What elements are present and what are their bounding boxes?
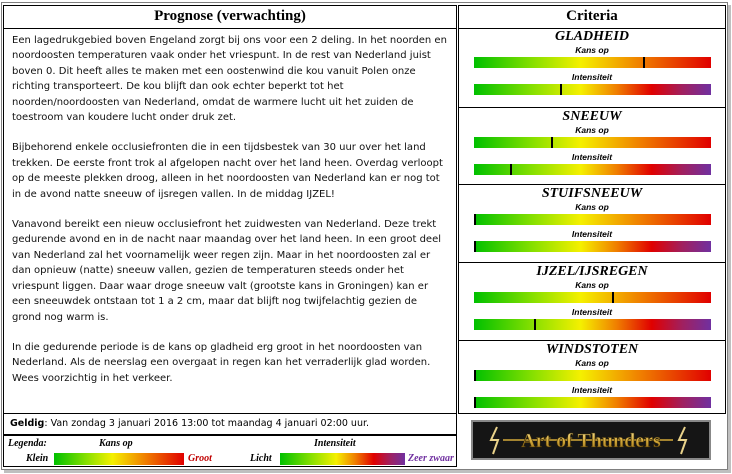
intensiteit-marker [510,164,512,175]
logo-graphic [473,422,709,458]
prognose-paragraph-4: In die gedurende periode is de kans op gladheid erg groot in het noordoosten van Nederland. Als de neerslag een overgaat in regen kan het verraderlijk glad worden. Wees voorzichtig in het verkeer. [12,341,431,384]
intensiteit-marker [560,84,562,95]
legenda-klein: Klein [26,453,49,464]
criteria-panel [458,5,726,414]
kans-label: Kans op [575,45,609,55]
kans-bar [474,292,711,303]
legenda-intensiteit-gradient [280,453,405,465]
kans-marker [474,370,476,381]
prognose-panel [3,5,457,414]
criteria-block-windstoten [459,340,725,413]
intensiteit-bar [474,397,711,408]
intensiteit-label: Intensiteit [571,385,613,395]
kans-bar [474,57,711,68]
intensiteit-bar [474,164,711,175]
legenda [3,435,457,467]
legenda-groot: Groot [188,453,212,464]
legenda-intensiteit-label: Intensiteit [314,438,356,449]
kans-bar [474,137,711,148]
criteria-block-ijzel-ijsregen [459,262,725,340]
criteria-name: SNEEUW [562,109,622,124]
criteria-title: Criteria [459,6,725,29]
kans-bar [474,370,711,381]
intensiteit-marker [474,397,476,408]
intensiteit-bar [474,241,711,252]
kans-label: Kans op [575,280,609,290]
legenda-licht: Licht [250,453,272,464]
prognose-paragraph-1: Een lagedrukgebied boven Engeland zorgt bij ons voor een 2 deling. In het noorden en noordoosten temperaturen vaak onder het vriespunt. In de rest van Nederland juist boven 0. Dit heeft alles te maken met een oostenwind die kou vanuit Polen onze richting transporteert. De kou blijft dan ook echter beperkt tot het noorden/noordoosten van Nederland, omdat de warmere lucht uit het zuiden de toestroom van koudere lucht onder druk zet. [12,35,447,124]
intensiteit-label: Intensiteit [571,307,613,317]
prognose-paragraph-2: Bijbehorend enkele occlusiefronten die in een tijdsbestek van 30 uur over het land trekken. De eerste front trok al afgelopen nacht over het land heen. Overdag verloopt op de meeste plekken droog, alleen in het noordoosten van Nederland kan er nog tot in de avond natte sneeuw of ijsregen vallen. In de middag IJZEL! [12,142,443,200]
kans-marker [612,292,614,303]
logo-text: Art of Thunders [521,430,661,452]
kans-label: Kans op [575,202,609,212]
criteria-block-sneeuw [459,107,725,184]
criteria-block-stuifsneeuw [459,184,725,262]
kans-bar [474,214,711,225]
kans-marker [643,57,645,68]
intensiteit-marker [534,319,536,330]
geldig-bar [3,413,457,435]
art-of-thunders-logo [471,420,711,460]
intensiteit-label: Intensiteit [571,72,613,82]
intensiteit-label: Intensiteit [571,229,613,239]
kans-label: Kans op [575,125,609,135]
intensiteit-marker [474,241,476,252]
kans-marker [474,214,476,225]
legenda-kans-label: Kans op [99,438,133,449]
prognose-title: Prognose (verwachting) [4,6,456,29]
criteria-name: WINDSTOTEN [545,342,639,357]
criteria-name: GLADHEID [555,29,629,44]
legenda-kans-gradient [54,453,184,465]
kans-label: Kans op [575,358,609,368]
geldig-text: : Van zondag 3 januari 2016 13:00 tot maandag 4 januari 02:00 uur. [44,418,370,429]
intensiteit-bar [474,84,711,95]
kans-marker [551,137,553,148]
criteria-name: IJZEL/IJSREGEN [536,264,648,279]
intensiteit-bar [474,319,711,330]
prognose-paragraph-3: Vanavond bereikt een nieuw occlusiefront het zuidwesten van Nederland. Deze trekt gedurende avond en in de nacht naar maandag over het land heen. In een groot deel van Nederland zal het voornamelijk weer regen zijn. Maar in het noordoosten zal er dan opnieuw (natte) sneeuw vallen, gezien de temperaturen steeds onder het vriespunt liggen. Daar waar droge sneeuw valt (grootste kans in Groningen) kan er een sneeuwdek ontstaan tot 1 a 2 cm, maar dat blijft nog twijfelachtig gezien de grond nog warm is. [12,219,442,323]
criteria-name: STUIFSNEEUW [541,186,643,201]
legenda-zeer-zwaar: Zeer zwaar [408,453,454,464]
criteria-block-gladheid [459,28,725,107]
geldig-label: Geldig [10,418,45,429]
legenda-label: Legenda: [8,438,47,449]
prognose-text [4,29,456,405]
intensiteit-label: Intensiteit [571,152,613,162]
